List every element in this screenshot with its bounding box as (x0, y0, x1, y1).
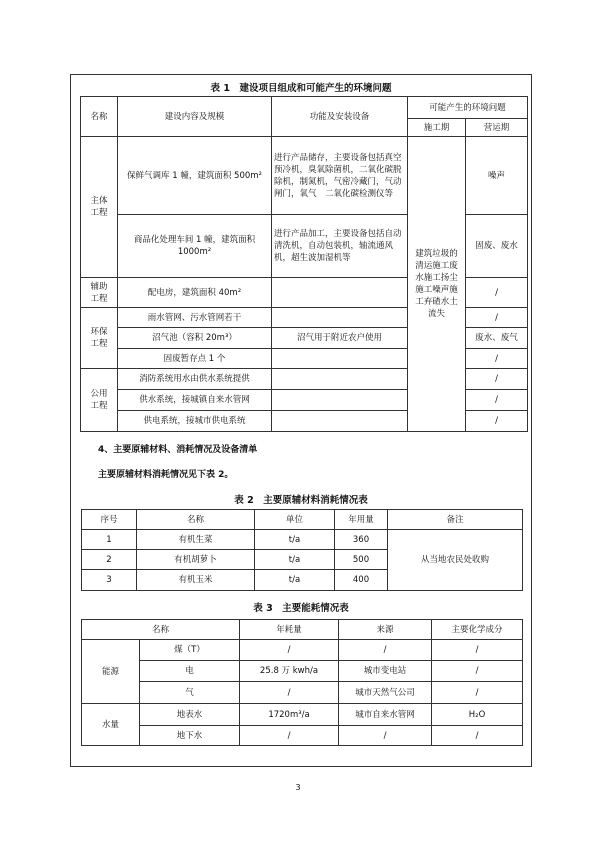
t1-r2-function (272, 278, 408, 308)
t2-r0-2: t/a (255, 530, 335, 550)
t3-h-3: 主要化学成分 (432, 620, 523, 640)
t1-r0-content: 保鲜气调库 1 幢，建筑面积 500m² (118, 137, 272, 215)
t3-r1-0: 电 (140, 661, 240, 682)
t1-group-public: 公用 工程 (81, 369, 118, 432)
t1-r5-content: 固废暂存点 1 个 (118, 349, 272, 369)
t3-r4-1: / (240, 726, 339, 746)
t3-r0-0: 煤（T） (140, 640, 240, 661)
t3-r4-0: 地下水 (140, 726, 240, 746)
t1-r1-function: 进行产品加工，主要设备包括自动清洗机，自动包装机，轴流通风机，超生波加湿机等 (272, 215, 408, 278)
t2-h-1: 名称 (137, 510, 255, 530)
t1-r3-function (272, 308, 408, 328)
table2 (81, 509, 523, 591)
t2-h-2: 单位 (255, 510, 335, 530)
t2-r2-2: t/a (255, 570, 335, 591)
t2-r2-1: 有机玉米 (137, 570, 255, 591)
t1-r8-content: 供电系统，接城市供电系统 (118, 411, 272, 432)
t1-r5-operation: / (466, 349, 528, 369)
table3 (81, 619, 523, 746)
t3-h-2: 来源 (339, 620, 432, 640)
t3-h-1: 年耗量 (240, 620, 339, 640)
t2-r0-3: 360 (335, 530, 388, 550)
t2-r1-0: 2 (82, 550, 137, 570)
t1-r0-function: 进行产品储存，主要设备包括真空预冷机，臭氧除菌机，二氧化碳脱除机，制氮机，气密冷藏门，气动闸门，氧气 二氧化碳检测仪等 (272, 137, 408, 215)
t1-construction-issues: 建筑垃圾的清运施工废水施工扬尘施工噪声施工弃碴水土流失 (408, 137, 466, 432)
section4-heading: 4、主要原辅材料、消耗情况及设备清单 (98, 445, 258, 455)
t1-group-main: 主体 工程 (81, 137, 118, 278)
t2-r1-2: t/a (255, 550, 335, 570)
t1-r5-function (272, 349, 408, 369)
t3-group-energy: 能源 (82, 640, 140, 704)
t1-r7-function (272, 390, 408, 411)
t3-r3-3: H₂O (432, 704, 523, 726)
t1-r8-function (272, 411, 408, 432)
t3-h-0: 名称 (82, 620, 240, 640)
t3-r3-0: 地表水 (140, 704, 240, 726)
t1-r7-operation: / (466, 390, 528, 411)
t1-r6-operation: / (466, 369, 528, 390)
t1-r0-operation: 噪声 (466, 137, 528, 215)
t1-h-construction: 施工期 (408, 119, 466, 137)
t2-r0-1: 有机生菜 (137, 530, 255, 550)
t1-r6-content: 消防系统用水由供水系统提供 (118, 369, 272, 390)
t3-r4-2: / (339, 726, 432, 746)
t1-r4-content: 沼气池（容积 20m³） (118, 328, 272, 349)
table3-caption: 表 3 主要能耗情况表 (253, 603, 349, 614)
t2-r2-0: 3 (82, 570, 137, 591)
t2-h-3: 年用量 (335, 510, 388, 530)
t1-r3-operation: / (466, 308, 528, 328)
t2-note: 从当地农民处收购 (388, 530, 523, 591)
t1-r4-function: 沼气用于附近农户使用 (272, 328, 408, 349)
table1-caption: 表 1 建设项目组成和可能产生的环境问题 (210, 83, 392, 94)
t1-h-function: 功能及安装设备 (272, 97, 408, 137)
t3-r1-2: 城市变电站 (339, 661, 432, 682)
table2-caption: 表 2 主要原辅材料消耗情况表 (234, 495, 368, 506)
t1-h-content: 建设内容及规模 (118, 97, 272, 137)
t3-r0-2: / (339, 640, 432, 661)
t1-group-aux: 辅助 工程 (81, 278, 118, 308)
t2-h-4: 备注 (388, 510, 523, 530)
t3-r0-1: / (240, 640, 339, 661)
t2-r1-3: 500 (335, 550, 388, 570)
t1-r4-operation: 废水、废气 (466, 328, 528, 349)
t3-r3-1: 1720m³/a (240, 704, 339, 726)
t1-r3-content: 雨水管网、污水管网若干 (118, 308, 272, 328)
t1-r1-content: 商品化处理车间 1 幢，建筑面积 1000m² (118, 215, 272, 278)
t1-h-env: 可能产生的环境问题 (408, 97, 528, 119)
t3-r2-1: / (240, 682, 339, 704)
t2-h-0: 序号 (82, 510, 137, 530)
t3-r0-3: / (432, 640, 523, 661)
t1-r2-content: 配电房，建筑面积 40m² (118, 278, 272, 308)
t1-r8-operation: / (466, 411, 528, 432)
t1-h-operation: 营运期 (466, 119, 528, 137)
t1-r6-function (272, 369, 408, 390)
t3-r3-2: 城市自来水管网 (339, 704, 432, 726)
t3-r2-3: / (432, 682, 523, 704)
t3-r4-3: / (432, 726, 523, 746)
section4-intro: 主要原辅材料消耗情况见下表 2。 (98, 470, 234, 480)
t1-group-env: 环保 工程 (81, 308, 118, 369)
t2-r2-3: 400 (335, 570, 388, 591)
t3-r2-2: 城市天然气公司 (339, 682, 432, 704)
t3-r1-3: / (432, 661, 523, 682)
page-number: 3 (295, 783, 301, 792)
t2-r1-1: 有机胡萝卜 (137, 550, 255, 570)
t3-r2-0: 气 (140, 682, 240, 704)
t1-r7-content: 供水系统，接城镇自来水管网 (118, 390, 272, 411)
t1-r1-operation: 固废、废水 (466, 215, 528, 278)
t3-group-water: 水量 (82, 704, 140, 746)
table1 (80, 96, 528, 432)
t3-r1-1: 25.8 万 kwh/a (240, 661, 339, 682)
t1-h-name: 名称 (81, 97, 118, 137)
t1-r2-operation: / (466, 278, 528, 308)
t2-r0-0: 1 (82, 530, 137, 550)
